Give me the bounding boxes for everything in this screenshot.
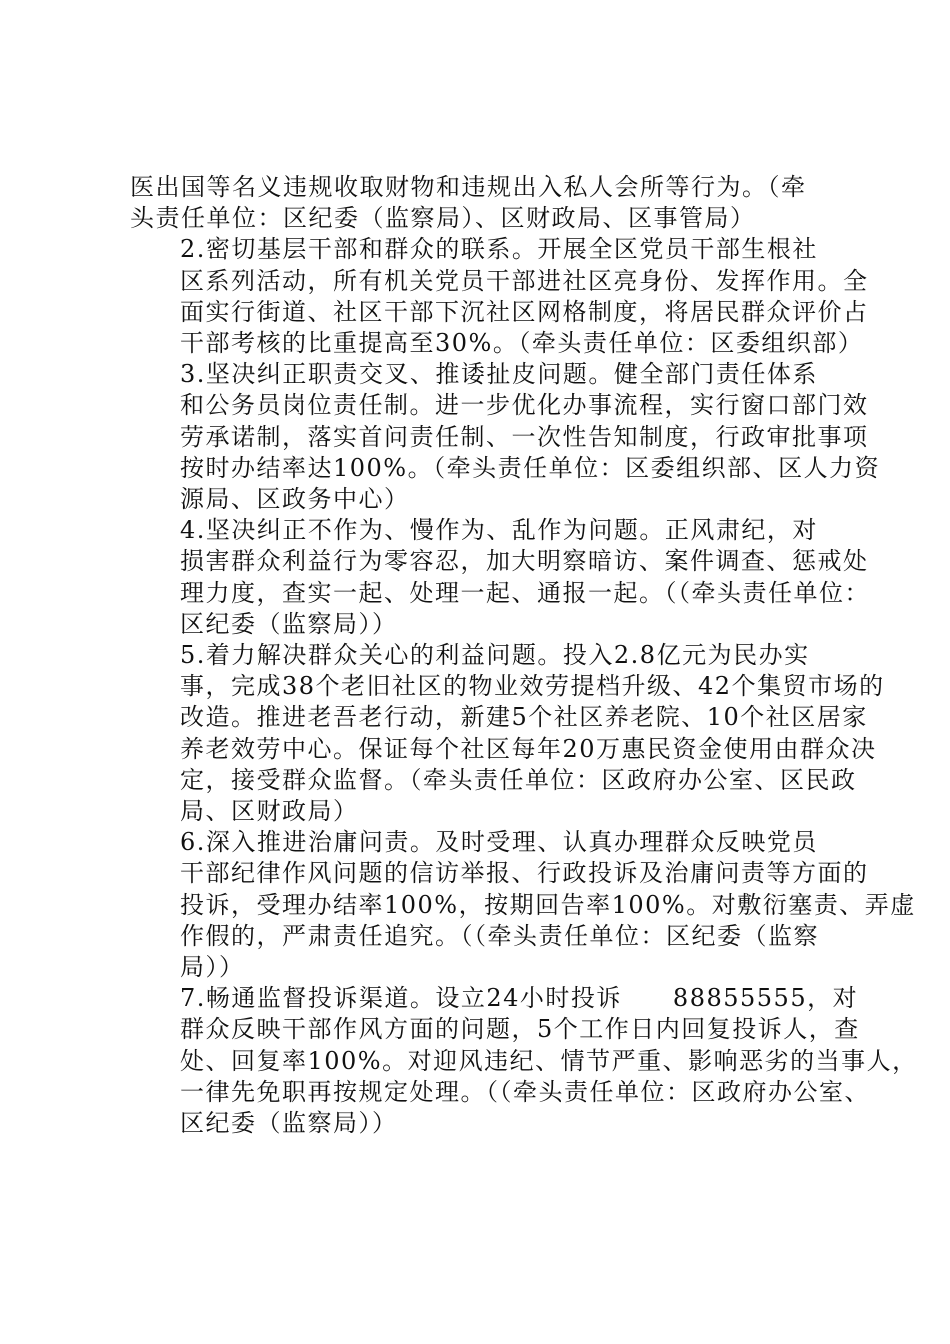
text-line: 局））	[180, 953, 245, 982]
text-line: 7.畅通监督投诉渠道。设立24小时投诉 88855555，对	[180, 984, 859, 1013]
paragraph-item-6	[130, 827, 916, 983]
paragraph	[130, 172, 836, 234]
text-line: 理力度，查实一起、处理一起、通报一起。（（牵头责任单位：	[180, 578, 870, 607]
text-line: 事，完成38个老旧社区的物业效劳提档升级、42个集贸市场的	[180, 672, 885, 701]
text-line: 投诉，受理办结率100%，按期回告率100%。对敷衍塞责、弄虚	[180, 890, 916, 919]
text-line: 干部考核的比重提高至30%。（牵头责任单位：区委组织部）	[180, 329, 864, 358]
text-line: 4.坚决纠正不作为、慢作为、乱作为问题。正风肃纪，对	[180, 516, 818, 545]
paragraph-item-5	[130, 640, 885, 827]
text-line: 医出国等名义违规收取财物和违规出入私人会所等行为。（牵	[130, 173, 807, 201]
text-line: 区纪委（监察局））	[180, 1109, 398, 1138]
paragraph-item-4	[130, 515, 870, 640]
text-line: 改造。推进老吾老行动，新建5个社区养老院、10个社区居家	[180, 703, 868, 732]
text-line: 面实行街道、社区干部下沉社区网格制度，将居民群众评价占	[180, 297, 869, 326]
text-line: 定，接受群众监督。（牵头责任单位：区政府办公室、区民政	[180, 765, 857, 794]
document-body	[130, 172, 918, 1139]
text-line: 头责任单位：区纪委（监察局）、区财政局、区事管局）	[130, 204, 756, 233]
text-line: 3.坚决纠正职责交叉、推诿扯皮问题。健全部门责任体系	[180, 360, 818, 389]
text-line: 干部纪律作风问题的信访举报、行政投诉及治庸问责等方面的	[180, 859, 869, 888]
text-line: 5.着力解决群众关心的利益问题。投入2.8亿元为民办实	[180, 641, 810, 670]
text-line: 2.密切基层干部和群众的联系。开展全区党员干部生根社	[180, 235, 818, 264]
paragraph-item-3	[130, 359, 881, 515]
text-line: 局、区财政局）	[180, 797, 359, 826]
paragraph-item-7	[130, 983, 918, 1139]
text-line: 一律先免职再按规定处理。（（牵头责任单位：区政府办公室、	[180, 1077, 870, 1106]
text-line: 6.深入推进治庸问责。及时受理、认真办理群众反映党员	[180, 828, 818, 857]
text-line: 作假的，严肃责任追究。（（牵头责任单位：区纪委（监察	[180, 921, 819, 950]
text-line: 群众反映干部作风方面的问题，5个工作日内回复投诉人，查	[180, 1015, 860, 1044]
text-line: 损害群众利益行为零容忍，加大明察暗访、案件调查、惩戒处	[180, 547, 869, 576]
text-line: 处、回复率100%。对迎风违纪、情节严重、影响恶劣的当事人，	[180, 1046, 918, 1075]
text-line: 源局、区政务中心）	[180, 485, 410, 514]
text-line: 和公务员岗位责任制。进一步优化办事流程，实行窗口部门效	[180, 391, 869, 420]
paragraph-item-2	[130, 234, 869, 359]
text-line: 区纪委（监察局））	[180, 609, 398, 638]
text-line: 区系列活动，所有机关党员干部进社区亮身份、发挥作用。全	[180, 266, 869, 295]
text-line: 养老效劳中心。保证每个社区每年20万惠民资金使用由群众决	[180, 734, 877, 763]
text-line: 劳承诺制，落实首问责任制、一次性告知制度，行政审批事项	[180, 422, 869, 451]
text-line: 按时办结率达100%。（牵头责任单位：区委组织部、区人力资	[180, 453, 881, 482]
